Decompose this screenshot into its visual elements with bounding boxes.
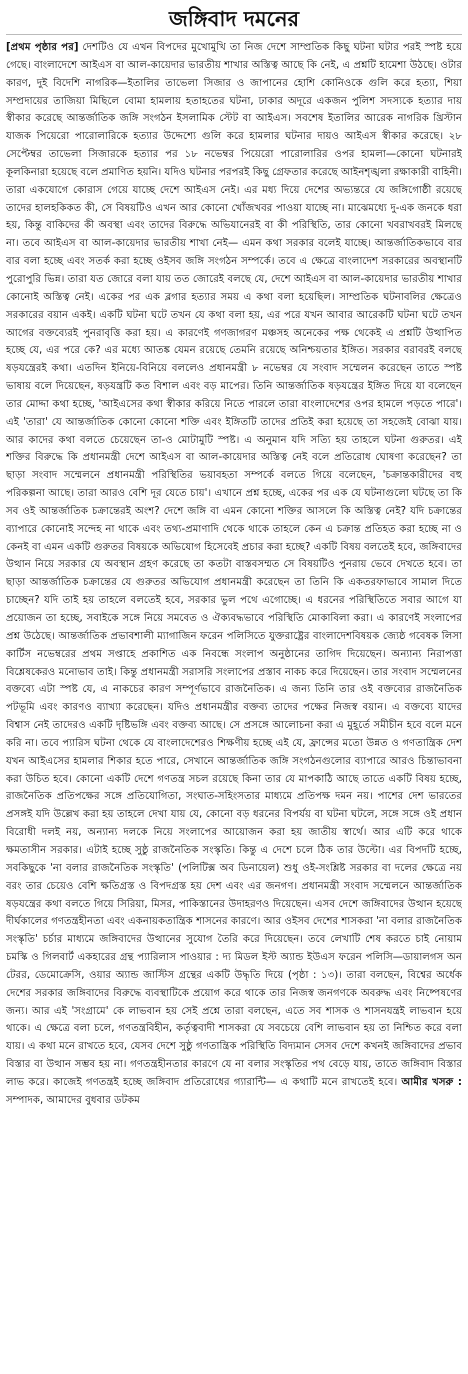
article-paragraph bbox=[6, 39, 462, 1110]
author-name: আমীর খসরু : bbox=[401, 1076, 462, 1088]
headline: জঙ্গিবাদ দমনের bbox=[6, 4, 462, 35]
continuation-tag: [প্রথম পৃষ্ঠার পর] bbox=[6, 42, 79, 53]
article-body bbox=[6, 39, 462, 1355]
paragraph-text: দেশটিও যে এখন বিপদের মুখোমুখি তা নিজ দেশে সাম্প্রতিক কিছু ঘটনা ঘটার পরই স্পষ্ট হয়ে গেছে। বাংলাদেশে আইএস বা আল-কায়েদার ভারতীয় শাখার অস্তিত্ব আছে কি নেই, এ প্রশ্নটি হামেশা উঠছে। ওটার কারণ, দুই বিদেশি নাগরিক—ইতালির তাভেলা সিজার ও জাপানের হোশি কোনিওকে গুলি করে হত্যা, শিয়া সম্প্রদায়ের তাজিয়া মিছিলে বোমা হামলায় হতাহতের ঘটনা, ঢাকার অদূরে একজন পুলিশ সদস্যকে হত্যার দায় স্বীকার করেছে আন্তর্জাতিক জঙ্গি সংগঠন ইসলামিক স্টেট বা আইএস। সবশেষ ইতালির আরেক নাগরিক খ্রিস্টান যাজক পিয়েরো পারোলারিকে হত্যার উদ্দেশ্যে গুলি করে হামলার ঘটনার দায়ও আইএস স্বীকার করেছে। ২৮ সেপ্টেম্বর তাভেলা সিজারকে হত্যার পর ১৮ নভেম্বর পিয়েরো পারোলারির ওপর হামলা—কোনো ঘটনারই কূলকিনারা হয়েছে বলে প্রমাণিত হয়নি। যদিও ঘটনার পরপরই কিছু গ্রেফতার করেছে আইনশৃঙ্খলা রক্ষাকারী বাহিনী। তারা একযোগে কোরাস গেয়ে যাচ্ছে দেশে আইএস নেই। এর মধ্য দিয়ে দেশের অভ্যন্তরে যে জঙ্গিগোষ্ঠী রয়েছে তাদের হালহকিকত কী, সে বিষয়টিও এখন আর কোনো খোঁজখবর পাওয়া যাচ্ছে না। মাঝেমধ্যে দু-এক জনকে ধরা হয়, কিন্তু বাকিদের কী অবস্থা এবং তাদের বিরুদ্ধে অভিযানেরই বা কী পরিস্থিতি, তার কোনো খবরাখবরই মিলছে না। তবে আইএস বা আল-কায়েদার ভারতীয় শাখা নেই— এমন কথা সরকার বলেই যাচ্ছে। আন্তর্জাতিকভাবে বার বার বলা হচ্ছে এবং সতর্ক করা হচ্ছে ওইসব জঙ্গি সংগঠন সম্পর্কে। তবে এ ক্ষেত্রে বাংলাদেশ সরকারের অবস্থানটি পুরোপুরি ভিন্ন। তারা যত জোরে বলা যায় তত জোরেই বলছে যে, দেশে আইএস বা আল-কায়েদার ভারতীয় শাখার কোনোই অস্তিত্ব নেই। একের পর এক ব্লগার হত্যার সময় এ কথা বলা হয়েছিল। সাম্প্রতিক ঘটনাবলির ক্ষেত্রেও সরকারের বয়ান একই। একটি ঘটনা ঘটে তখন যে কথা বলা হয়, এর পরে যখন আবার আরেকটি ঘটনা ঘটে তখন আগের বক্তব্যেরই পুনরাবৃত্তি করা হয়। এ কারণেই গণজাগরণ মঞ্চসহ অনেকের পক্ষ থেকেই এ প্রশ্নটি উত্থাপিত হচ্ছে যে, এর পরে কে? এর মধ্যে আতঙ্ক যেমন রয়েছে তেমনি রয়েছে অনিশ্চয়তার ইঙ্গিত। সরকার বরাবরই বলছে ষড়যন্ত্রেরই কথা। এতদিন ইনিয়ে-বিনিয়ে বললেও প্রধানমন্ত্রী ৮ নভেম্বর যে সংবাদ সম্মেলন করেছেন তাতে স্পষ্ট ভাষায় বলে দিয়েছেন, ষড়যন্ত্রটি কত বিশাল এবং বড় মাপের। তিনি আন্তর্জাতিক ষড়যন্ত্রের ইঙ্গিত দিয়ে যা বলেছেন তার মোদ্দা কথা হচ্ছে, 'আইএসের কথা স্বীকার করিয়ে নিতে পারলে তারা বাংলাদেশের ওপর হামলে পড়তে পারে'। এই 'তারা' যে আন্তর্জাতিক কোনো কোনো শক্তি এবং ইঙ্গিতটি তাদের প্রতিই করা হয়েছে তা সহজেই বোঝা যায়। আর কাদের কথা বলতে চেয়েছেন তা-ও মোটামুটি স্পষ্ট। এ অনুমান যদি সত্যি হয় তাহলে ঘটনা গুরুতর। এই শক্তির বিরুদ্ধে কি প্রধানমন্ত্রী দেশে আইএস বা আল-কায়েদার অস্তিত্ব নেই বলে প্রতিরোধ ঘোষণা করেছেন? তা ছাড়া সংবাদ সম্মেলনে প্রধানমন্ত্রী পরিস্থিতির ভয়াবহতা সম্পর্কে বলতে গিয়ে বলেছেন, 'চক্রান্তকারীদের বহু পরিকল্পনা আছে। তারা আরও বেশি দূর যেতে চায়'। এখানে প্রশ্ন হচ্ছে, একের পর এক যে ঘটনাগুলো ঘটছে তা কি সব ওই আন্তর্জাতিক চক্রান্তেরই অংশ? দেশে জঙ্গি বা এমন কোনো শক্তির আসলে কি অস্তিত্ব নেই? যদি চক্রান্তের ব্যাপারে কোনোই সন্দেহ না থাকে এবং তথ্য-প্রমাণাদি থেকে থাকে তাহলে কেন এ চক্রান্ত প্রতিহত করা হচ্ছে না ও কেনই বা এমন একটি গুরুতর বিষয়কে অভিযোগ হিসেবেই প্রচার করা হচ্ছে? একটি বিষয় বলতেই হবে, জঙ্গিবাদের উত্থান নিয়ে সরকার যে অবস্থান গ্রহণ করেছে তা কতটা বাস্তবসম্মত সে বিষয়টিও পুনরায় ভেবে দেখতে হবে। তা ছাড়া আন্তর্জাতিক চক্রান্তের যে গুরুতর অভিযোগ প্রধানমন্ত্রী করেছেন তা তিনি কি একতরফাভাবে সামাল দিতে চাচ্ছেন? যদি তাই হয় তাহলে বলতেই হবে, সরকার ভুল পথে এগোচ্ছে। এ ধরনের পরিস্থিতিতে সবার আগে যা প্রয়োজন তা হচ্ছে, সবাইকে সঙ্গে নিয়ে সমবেত ও ঐক্যবদ্ধভাবে পরিস্থিতি মোকাবিলা করা। এ কারণেই সংলাপের প্রশ্ন উঠেছে। আন্তর্জাতিক প্রভাবশালী ম্যাগাজিন ফরেন পলিসিতে যুক্তরাষ্ট্রের বাংলাদেশবিষয়ক জ্যেষ্ঠ গবেষক লিসা কার্টিস নভেম্বরের প্রথম সপ্তাহে প্রকাশিত এক নিবন্ধে সংলাপ অনুষ্ঠানের তাগিদ দিয়েছেন। অন্যান্য নিরাপত্তা বিশ্লেষকেরও মনোভাব তাই। কিন্তু প্রধানমন্ত্রী সরাসরি সংলাপের প্রস্তাব নাকচ করে দিয়েছেন। তার সংবাদ সম্মেলনের বক্তব্যে এটা স্পষ্ট যে, এ নাকচের কারণ সম্পূর্ণভাবে রাজনৈতিক। এ জন্য তিনি তার ওই বক্তব্যের রাজনৈতিক পটভূমি এবং কারণও ব্যাখ্যা করেছেন। যদিও প্রধানমন্ত্রীর বক্তব্য তাদের পক্ষের নিজস্ব বয়ান। এ বক্তব্যে যাদের বিশ্বাস নেই তাদেরও একটি দৃষ্টিভঙ্গি এবং বক্তব্য আছে। সে প্রসঙ্গে আলোচনা করা এ মুহূর্তে সমীচীন হবে বলে মনে করি না। তবে প্যারিস ঘটনা থেকে যে বাংলাদেশেরও শিক্ষণীয় হচ্ছে এই যে, ফ্রান্সের মতো উন্নত ও গণতান্ত্রিক দেশ যখন আইএসের হামলার শিকার হতে পারে, সেখানে আন্তর্জাতিক জঙ্গি সংগঠনগুলোর ব্যাপারে আরও চিন্তাভাবনা করা উচিত হবে। কোনো একটি দেশে গণতন্ত্র সচল রয়েছে কিনা তার যে মাপকাঠি আছে তাতে একটি বিষয় হচ্ছে, রাজনৈতিক প্রতিপক্ষের সঙ্গে প্রতিযোগিতা, সংঘাত-সহিংসতার মাধ্যমে প্রতিপক্ষ দমন নয়। পাশের দেশ ভারতের প্রসঙ্গই যদি উল্লেখ করা হয় তাহলে দেখা যায় যে, কোনো বড় ধরনের বিপর্যয় বা ঘটনা ঘটলে, সঙ্গে সঙ্গে ওই প্রধান বিরোধী দলই নয়, অন্যান্য দলকে নিয়ে সংলাপের আয়োজন করা হয় জাতীয় স্বার্থে। আর এটি করে থাকে ক্ষমতাসীন সরকার। এটাই হচ্ছে সুষ্ঠু রাজনৈতিক সংস্কৃতি। কিন্তু এ দেশে চলে ঠিক তার উল্টো। এর বিপদটি হচ্ছে, সবকিছুকে 'না বলার রাজনৈতিক সংস্কৃতি' (পলিটিক্স অব ডিনায়েল) শুধু ওই-সংশ্লিষ্ট সরকার বা দলের ক্ষেত্রে নয় বরং তার চেয়েও বেশি ক্ষতিগ্রস্ত ও বিপদগ্রস্ত হয় দেশ এবং এর জনগণ। প্রধানমন্ত্রী সংবাদ সম্মেলনে আন্তর্জাতিক ষড়যন্ত্রের কথা বলতে গিয়ে সিরিয়া, মিসর, পাকিস্তানের উদাহরণও দিয়েছেন। এসব দেশে জঙ্গিবাদের উত্থান হয়েছে দীর্ঘকালের গণতন্ত্রহীনতা এবং একনায়কতান্ত্রিক শাসনের কারণে। আর ওইসব দেশের শাসকরা 'না বলার রাজনৈতিক সংস্কৃতি' চর্চার মাধ্যমে জঙ্গিবাদের উত্থানের সুযোগ তৈরি করে দিয়েছেন। তবে লেখাটি শেষ করতে চাই নোয়াম চমস্কি ও গিলবার্ট একহারের গ্রন্থ প্যারিলাস পাওয়ার : দ্য মিডল ইস্ট অ্যান্ড ইউএস ফরেন পলিসি—ডায়ালগস অন টেরর, ডেমোক্রেসি, ওয়ার অ্যান্ড জাস্টিস গ্রন্থের একটি উদ্ধৃতি দিয়ে (পৃষ্ঠা : ১৩)। তারা বলছেন, বিশ্বের অর্ধেক দেশের সরকার জঙ্গিবাদের বিরুদ্ধে ব্যবস্থাটিকে প্রয়োগ করে থাকে তার নিজস্ব জনগণকে অবরুদ্ধ এবং নিষ্পেষণের জন্য। আর এই 'সংগ্রামে' কে লাভবান হয় সেই প্রশ্নে তারা বলছেন, এতে সব শাসক ও শাসনযন্ত্রই লাভবান হয়ে থাকে। এ ক্ষেত্রে বলা চলে, গণতন্ত্রবিহীন, কর্তৃত্ববাদী শাসকরা যে সবচেয়ে বেশি লাভবান হয় তা নিশ্চিত করে বলা যায়। এ কথা মনে রাখতে হবে, যেসব দেশে সুষ্ঠু গণতান্ত্রিক পরিস্থিতি বিদ্যমান সেসব দেশে কখনই জঙ্গিবাদের প্রভাব বিস্তার বা উত্থান সম্ভব হয় না। গণতন্ত্রহীনতার কারণে যে না বলার সংস্কৃতির পথ বেড়ে যায়, তাতে জঙ্গিবাদ বিস্তার লাভ করে। কাজেই গণতন্ত্রই হচ্ছে জঙ্গিবাদ প্রতিরোধের গ্যারান্টি— এ কথাটি মনে রাখতেই হবে। bbox=[6, 42, 462, 1088]
author-title: সম্পাদক, আমাদের বুধবার ডটকম bbox=[6, 1094, 140, 1106]
